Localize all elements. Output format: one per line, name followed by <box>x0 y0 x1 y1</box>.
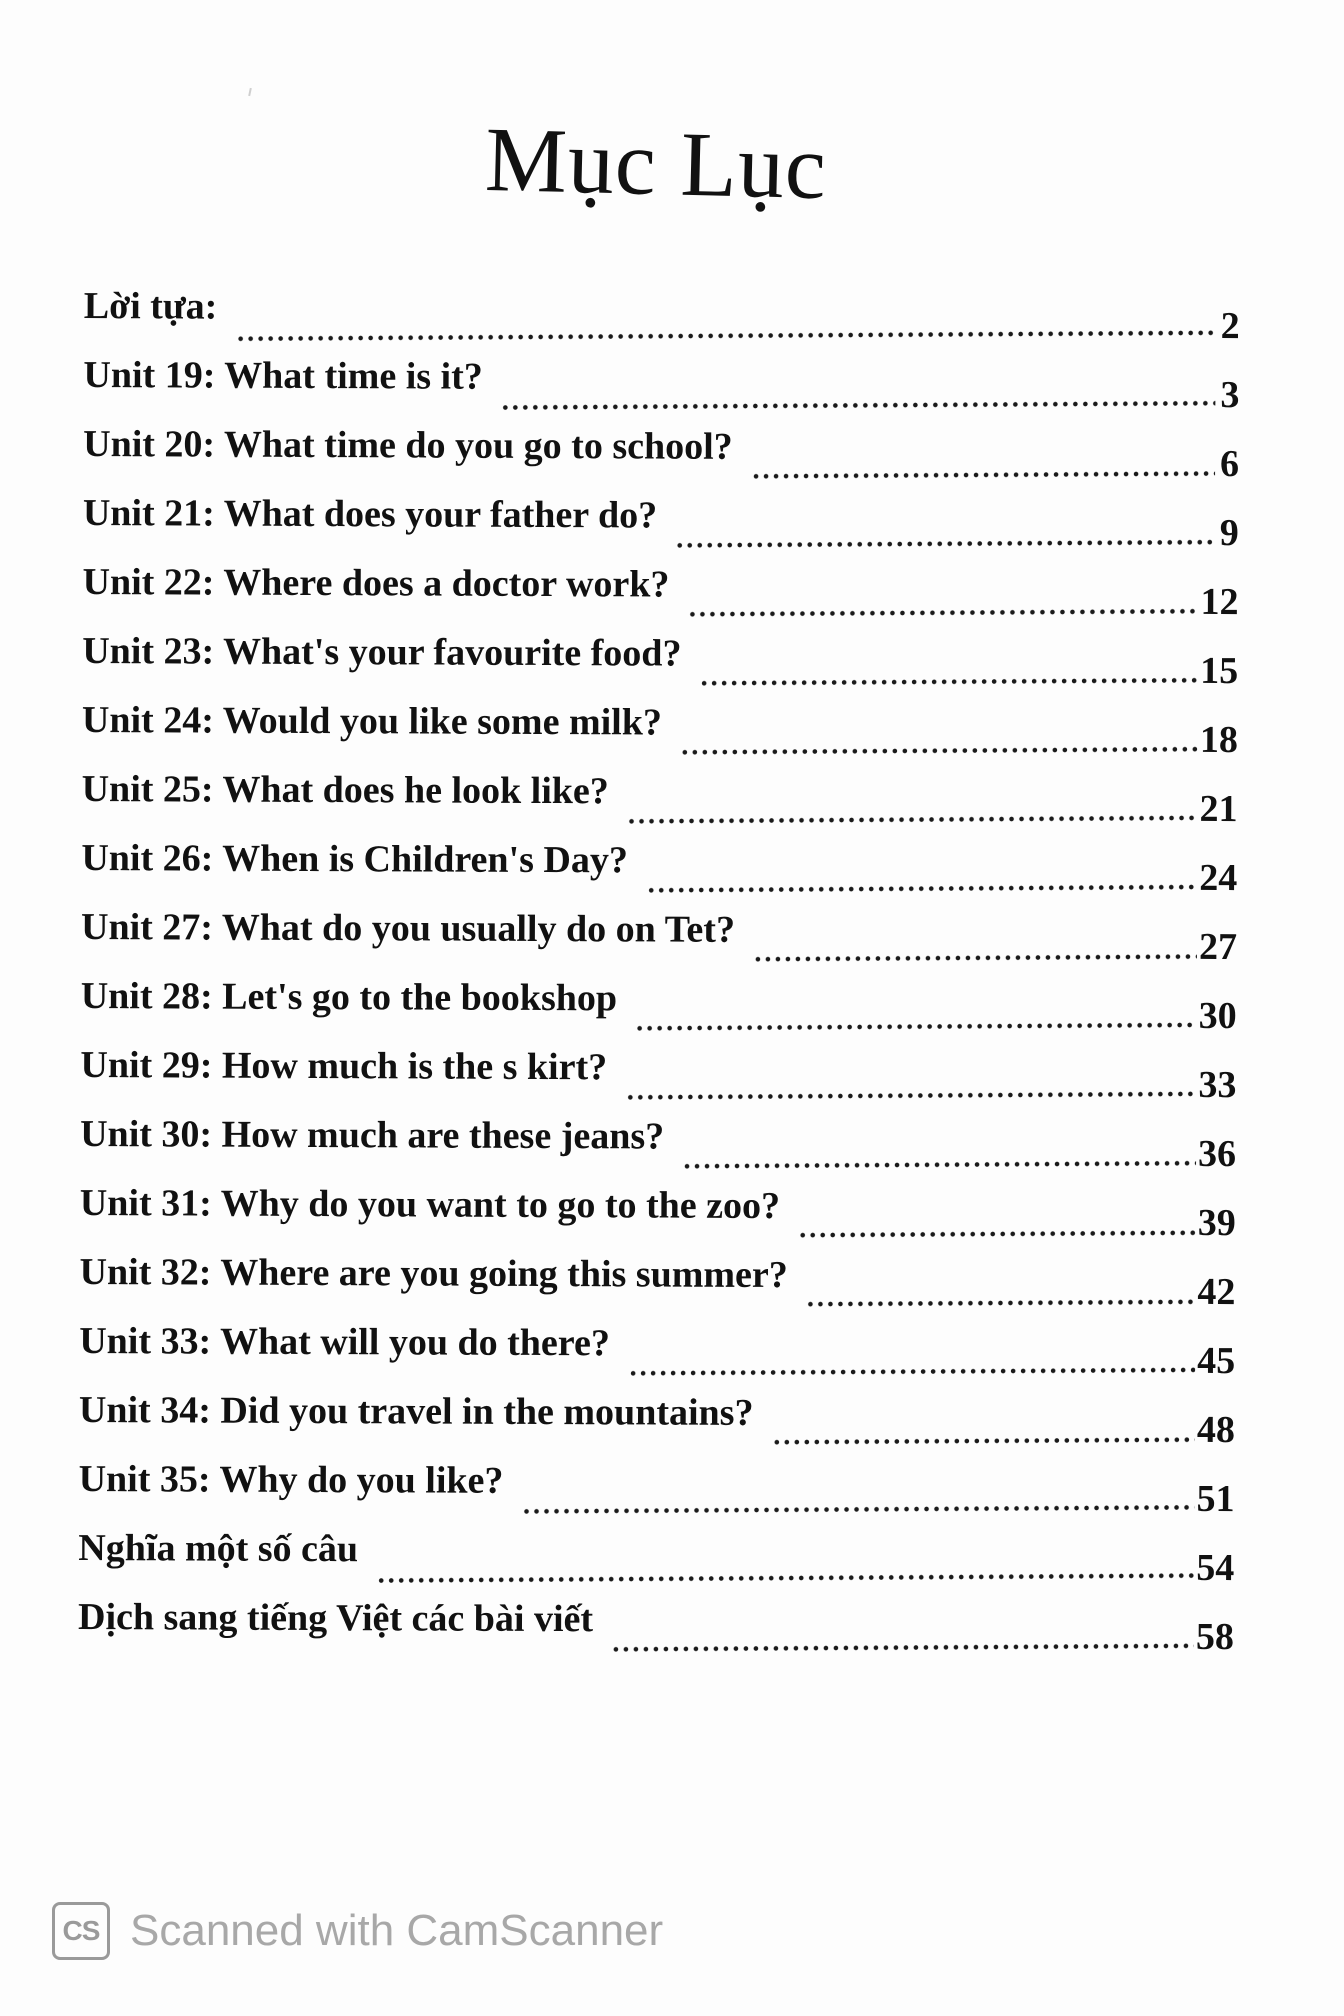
toc-entry-title: Unit 19: What time is it? <box>83 353 483 398</box>
toc-entry <box>80 960 1237 1038</box>
watermark-text: Scanned with CamScanner <box>130 1906 664 1955</box>
toc-entry-title: Unit 35: Why do you like? <box>78 1457 504 1502</box>
toc-entry-title: Nghĩa một số câu <box>78 1526 359 1571</box>
toc-entry <box>82 546 1239 624</box>
toc-entry-page-number: 18 <box>1199 718 1238 762</box>
scan-speck <box>248 88 252 96</box>
toc-entry <box>77 1581 1235 1659</box>
toc-entry-page-number: 21 <box>1199 787 1238 831</box>
toc-entry-title: Unit 25: What does he look like? <box>81 767 609 813</box>
toc-entry-page-number: 48 <box>1196 1408 1235 1452</box>
toc-entry-title: Unit 23: What's your favourite food? <box>82 629 682 675</box>
toc-entry <box>82 477 1239 555</box>
dot-leader <box>376 1542 1194 1585</box>
table-of-contents <box>77 255 1240 1659</box>
dot-leader <box>771 1406 1195 1447</box>
toc-entry <box>81 684 1238 762</box>
camscanner-watermark <box>52 1902 663 1960</box>
toc-entry-page-number: 2 <box>1220 304 1240 348</box>
toc-entry-page-number: 51 <box>1196 1477 1235 1521</box>
toc-entry-title: Unit 22: Where does a doctor work? <box>82 560 670 606</box>
toc-entry-title: Unit 28: Let's go to the bookshop <box>80 974 618 1020</box>
dot-leader <box>699 646 1198 687</box>
toc-entry <box>83 339 1240 417</box>
toc-entry <box>78 1374 1235 1452</box>
toc-entry-page-number: 6 <box>1220 442 1240 486</box>
camscanner-logo-icon: CS <box>52 1902 110 1960</box>
toc-entry-title: Unit 24: Would you like some milk? <box>81 698 663 744</box>
toc-entry-title: Unit 29: How much is the s kirt? <box>80 1043 608 1089</box>
toc-entry-page-number: 58 <box>1195 1615 1235 1659</box>
toc-entry-page-number: 30 <box>1198 994 1237 1038</box>
toc-entry-page-number: 12 <box>1200 580 1239 624</box>
toc-entry-page-number: 33 <box>1198 1063 1237 1107</box>
toc-entry-page-number: 3 <box>1220 373 1240 417</box>
dot-leader <box>501 369 1216 411</box>
toc-entry <box>82 615 1239 693</box>
toc-entry-page-number: 27 <box>1198 925 1238 969</box>
dot-leader <box>751 440 1216 481</box>
toc-entry <box>83 255 1240 348</box>
toc-entry-page-number: 42 <box>1197 1270 1236 1314</box>
dot-leader <box>680 715 1198 756</box>
toc-entry-page-number: 54 <box>1196 1546 1235 1590</box>
toc-entry-title: Unit 30: How much are these jeans? <box>80 1112 665 1158</box>
dot-leader <box>628 1336 1196 1377</box>
toc-entry <box>79 1305 1236 1383</box>
toc-entry <box>79 1167 1236 1245</box>
toc-entry <box>81 753 1238 831</box>
toc-entry-title: Lời tựa: <box>83 284 218 328</box>
dot-leader <box>646 853 1198 894</box>
toc-entry <box>80 1098 1237 1176</box>
dot-leader <box>635 991 1197 1032</box>
dot-leader <box>753 923 1197 964</box>
toc-entry-title: Unit 32: Where are you going this summer? <box>79 1250 788 1297</box>
toc-entry-title: Unit 33: What will you do there? <box>79 1319 610 1365</box>
dot-leader <box>235 299 1216 343</box>
toc-entry-page-number: 45 <box>1197 1339 1236 1383</box>
toc-entry-title: Unit 21: What does your father do? <box>82 491 658 537</box>
dot-leader <box>611 1612 1194 1654</box>
toc-entry-page-number: 9 <box>1219 511 1239 555</box>
toc-entry-page-number: 24 <box>1199 856 1238 900</box>
toc-entry-title: Dịch sang tiếng Việt các bài viết <box>77 1595 594 1641</box>
toc-entry-page-number: 36 <box>1197 1132 1237 1176</box>
dot-leader <box>806 1268 1196 1308</box>
toc-entry <box>78 1443 1235 1521</box>
page-title: Mục Lục <box>483 107 829 219</box>
toc-entry <box>80 891 1238 969</box>
dot-leader <box>687 577 1198 618</box>
toc-entry-title: Unit 27: What do you usually do on Tet? <box>80 905 736 951</box>
toc-entry-title: Unit 31: Why do you want to go to the zoo? <box>79 1181 781 1228</box>
toc-entry-title: Unit 20: What time do you go to school? <box>83 422 733 468</box>
dot-leader <box>675 508 1215 549</box>
toc-entry-title: Unit 26: When is Children's Day? <box>81 836 628 882</box>
toc-entry <box>79 1236 1236 1314</box>
toc-entry-title: Unit 34: Did you travel in the mountains? <box>78 1388 754 1434</box>
toc-entry <box>78 1512 1235 1590</box>
toc-entry <box>81 822 1238 900</box>
toc-entry-page-number: 15 <box>1200 649 1239 693</box>
dot-leader <box>627 784 1198 825</box>
dot-leader <box>521 1473 1194 1515</box>
dot-leader <box>682 1129 1196 1170</box>
toc-entry <box>83 408 1240 486</box>
dot-leader <box>625 1060 1196 1101</box>
toc-entry-page-number: 39 <box>1197 1201 1236 1245</box>
toc-entry <box>80 1029 1237 1107</box>
dot-leader <box>798 1199 1196 1239</box>
